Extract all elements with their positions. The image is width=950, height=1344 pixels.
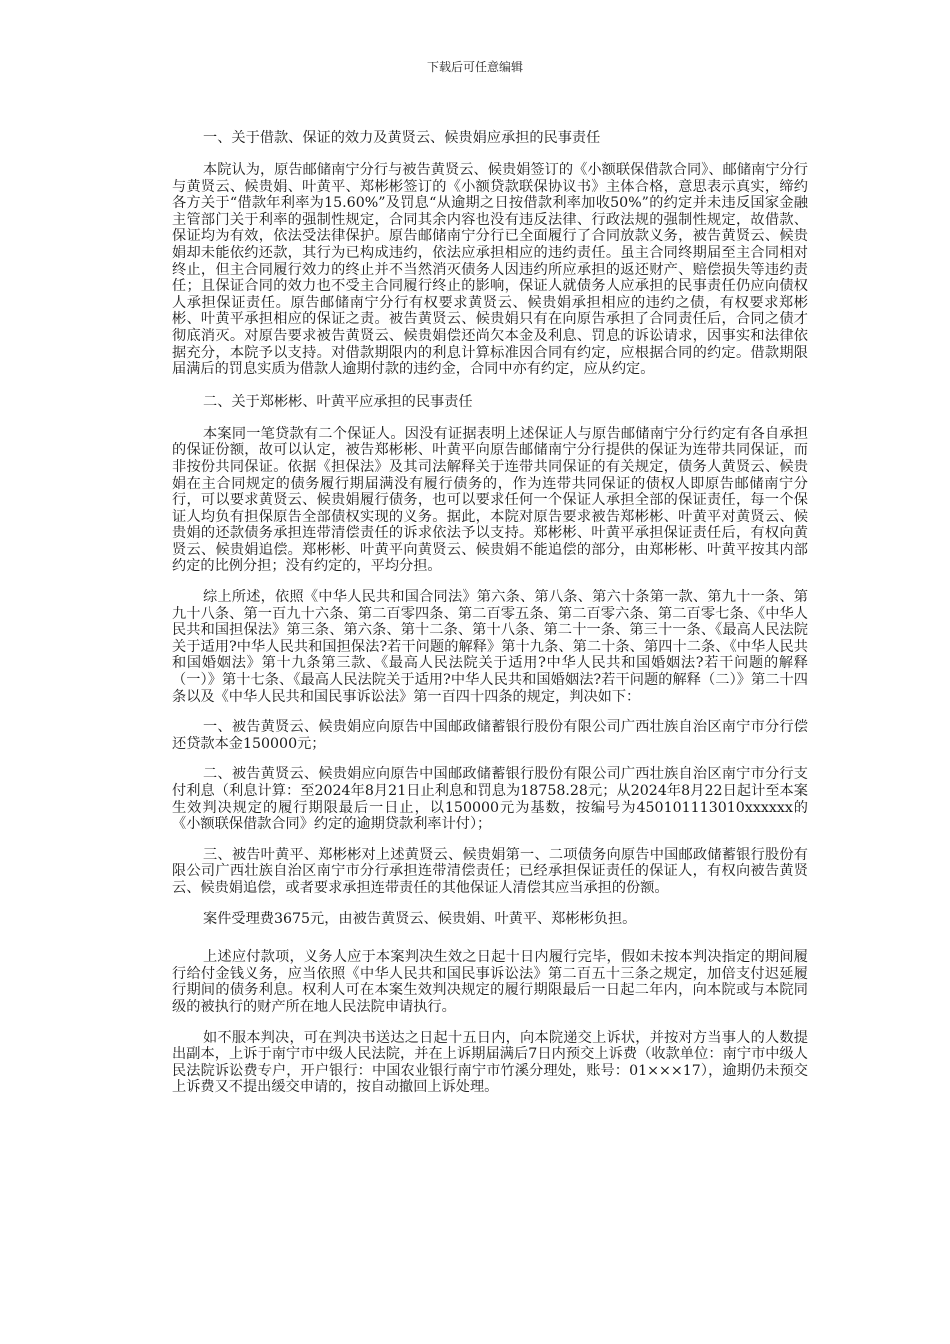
paragraph-court-opinion: 本院认为，原告邮储南宁分行与被告黄贤云、候贵娟签订的《小额联保借款合同》、邮储南宁分行与黄贤云、候贵娟、叶黄平、郑彬彬签订的《小额贷款联保协议书》主体合格，意思表示真实，缔约各方关于“借款年利率为15.60%”及罚息“从逾期之日按借款利率加收50%”的约定并未违反国家金融主管部门关于利率的强制性规定，合同其余内容也没有违反法律、行政法规的强制性规定，故借款、保证均为有效，依法受法律保护。原告邮储南宁分行已全面履行了合同放款义务，被告黄贤云、候贵娟却未能依约还款，其行为已构成违约，依法应承担相应的违约责任。虽主合同终期届至主合同相对终止，但主合同履行效力的终止并不当然消灭债务人因违约所应承担的返还财产、赔偿损失等违约责任；且保证合同的效力也不受主合同履行终止的影响，保证人就债务人应承担的民事责任仍应向债权人承担保证责任。原告邮储南宁分行有权要求黄贤云、候贵娟承担相应的违约之债，有权要求郑彬彬、叶黄平承担相应的保证之责。被告黄贤云、候贵娟只有在向原告承担了合同责任后，合同之债才彻底消灭。对原告要求被告黄贤云、候贵娟偿还尚欠本金及利息、罚息的诉讼请求，因事实和法律依据充分，本院予以支持。对借款期限内的利息计算标准因合同有约定，应根据合同的约定。借款期限届满后的罚息实质为借款人逾期付款的违约金，合同中亦有约定，应从约定。: [172, 162, 808, 378]
paragraph-legal-basis: 综上所述，依照《中华人民共和国合同法》第六条、第八条、第六十条第一款、第九十一条、第九十八条、第一百九十六条、第二百零四条、第二百零五条、第二百零六条、第二百零七条、《中华人民共和国担保法》第三条、第六条、第十二条、第十八条、第二十一条、第三十一条、《最高人民法院关于适用?中华人民共和国担保法?若干问题的解释》第十九条、第二十条、第四十二条、《中华人民共和国婚姻法》第十九条第三款、《最高人民法院关于适用?中华人民共和国婚姻法?若干问题的解释（一）》第十七条、《最高人民法院关于适用?中华人民共和国婚姻法?若干问题的解释（二）》第二十四条以及《中华人民共和国民事诉讼法》第一百四十四条的规定，判决如下：: [172, 589, 808, 705]
paragraph-judgment-item-1: 一、被告黄贤云、候贵娟应向原告中国邮政储蓄银行股份有限公司广西壮族自治区南宁市分行偿还贷款本金150000元；: [172, 719, 808, 752]
section-heading-2: 二、关于郑彬彬、叶黄平应承担的民事责任: [203, 393, 473, 410]
document-body: [172, 128, 808, 1110]
paragraph-appeal-notice: 如不服本判决，可在判决书送达之日起十五日内，向本院递交上诉状，并按对方当事人的人数提出副本，上诉于南宁市中级人民法院，并在上诉期届满后7日内预交上诉费（收款单位：南宁市中级人民法院诉讼费专户，开户银行：中国农业银行南宁市竹溪分理处，账号：01×××17），逾期仍未预交上诉费又不提出缓交申请的，按自动撤回上诉处理。: [172, 1029, 808, 1096]
paragraph-guarantor-liability: 本案同一笔贷款有二个保证人。因没有证据表明上述保证人与原告邮储南宁分行约定有各自承担的保证份额，故可以认定，被告郑彬彬、叶黄平向原告邮储南宁分行提供的保证为连带共同保证，而非按份共同保证。依据《担保法》及其司法解释关于连带共同保证的有关规定，债务人黄贤云、候贵娟在主合同规定的债务履行期届满没有履行债务的，作为连带共同保证的债权人即原告邮储南宁分行，可以要求黄贤云、候贵娟履行债务，也可以要求任何一个保证人承担全部的保证责任，每一个保证人均负有担保原告全部债权实现的义务。据此，本院对原告要求被告郑彬彬、叶黄平对黄贤云、候贵娟的还款债务承担连带清偿责任的诉求依法予以支持。郑彬彬、叶黄平承担保证责任后，有权向黄贤云、候贵娟追偿。郑彬彬、叶黄平向黄贤云、候贵娟不能追偿的部分，由郑彬彬、叶黄平按其内部约定的比例分担；没有约定的，平均分担。: [172, 425, 808, 575]
section-heading-1: 一、关于借款、保证的效力及黄贤云、候贵娟应承担的民事责任: [203, 130, 601, 146]
paragraph-court-fee: 案件受理费3675元，由被告黄贤云、候贵娟、叶黄平、郑彬彬负担。: [203, 910, 637, 927]
paragraph-judgment-item-2: 二、被告黄贤云、候贵娟应向原告中国邮政储蓄银行股份有限公司广西壮族自治区南宁市分行支付利息（利息计算：至2024年8月21日止利息和罚息为18758.28元；从2024年8月22日起计至本案生效判决规定的履行期限最后一日止，以150000元为基数，按编号为450101113010xxxxxx的《小额联保借款合同》约定的逾期贷款利率计付）；: [172, 766, 808, 833]
paragraph-judgment-item-3: 三、被告叶黄平、郑彬彬对上述黄贤云、候贵娟第一、二项债务向原告中国邮政储蓄银行股份有限公司广西壮族自治区南宁市分行承担连带清偿责任；已经承担保证责任的保证人，有权向被告黄贤云、候贵娟追偿，或者要求承担连带责任的其他保证人清偿其应当承担的份额。: [172, 846, 808, 896]
page-header-note: 下载后可任意编辑: [426, 60, 523, 74]
paragraph-payment-deadline: 上述应付款项，义务人应于本案判决生效之日起十日内履行完毕，假如未按本判决指定的期间履行给付金钱义务，应当依照《中华人民共和国民事诉讼法》第二百五十三条之规定，加倍支付迟延履行期间的债务利息。权利人可在本案生效判决规定的履行期限最后一日起二年内，向本院或与本院同级的被执行的财产所在地人民法院申请执行。: [172, 949, 808, 1015]
